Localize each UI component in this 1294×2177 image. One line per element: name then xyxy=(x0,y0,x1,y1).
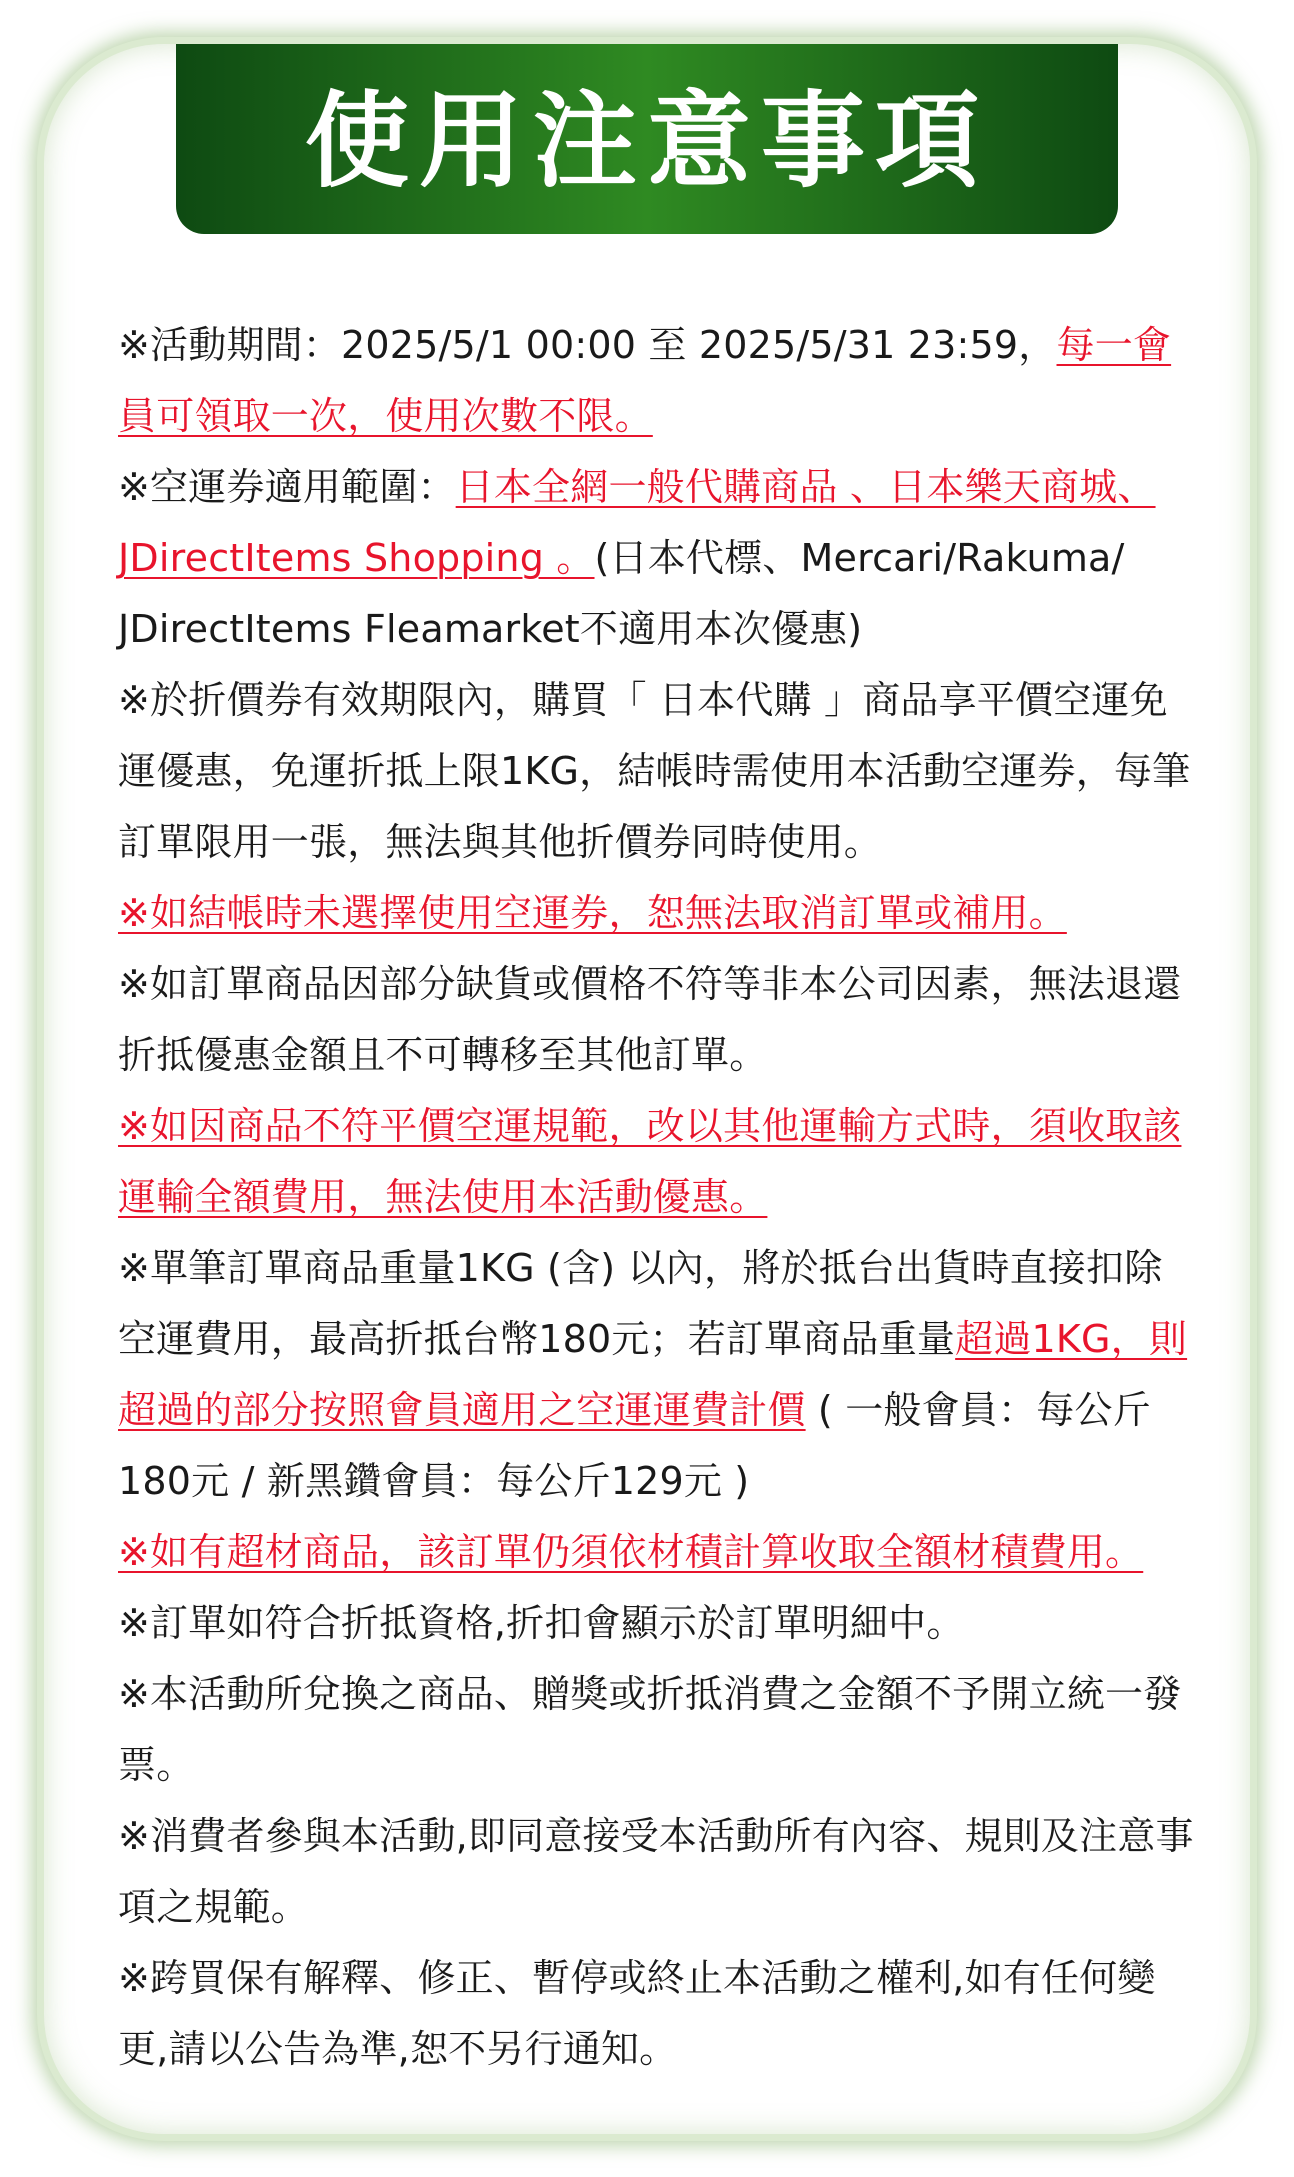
notice-item-consent xyxy=(118,1801,1198,1943)
notice-highlight: ※如因商品不符平價空運規範，改以其他運輸方式時，須收取該運輸全額費用，無法使用本活動優惠。 xyxy=(118,1104,1182,1219)
notice-text: ※如訂單商品因部分缺貨或價格不符等非本公司因素，無法退還折抵優惠金額且不可轉移至其他訂單。 xyxy=(118,962,1182,1077)
page-title: 使用注意事項 xyxy=(304,80,989,202)
notice-text: ※單筆訂單商品重量1KG (含) 以內，將於抵台出貨時直接扣除空運費用，最高折抵台幣180元；若訂單商品重量 xyxy=(118,1246,1163,1361)
notice-highlight: 每一會員可領取一次，使用次數不限。 xyxy=(118,323,1172,438)
notice-text: ※空運券適用範圍： xyxy=(118,465,456,509)
notice-item-scope xyxy=(118,452,1198,665)
notice-item-period xyxy=(118,310,1198,452)
notice-list xyxy=(118,310,1198,2085)
notice-highlight: 日本全網一般代購商品 、日本樂天商城、JDirectItems Shopping 。 xyxy=(118,465,1156,580)
notice-item-oversize xyxy=(118,1517,1198,1588)
notice-text: ※於折價券有效期限內，購買「 日本代購 」商品享平價空運免運優惠，免運折抵上限1KG，結帳時需使用本活動空運券，每筆訂單限用一張，無法與其他折價券同時使用。 xyxy=(118,678,1191,864)
notice-item-validity xyxy=(118,665,1198,878)
notice-item-invoice xyxy=(118,1659,1198,1801)
notice-text: ※活動期間：2025/5/1 00:00 至 2025/5/31 23:59， xyxy=(118,323,1057,367)
notice-text: ※本活動所兌換之商品、贈獎或折抵消費之金額不予開立統一發票。 xyxy=(118,1672,1182,1787)
notice-highlight: ※如有超材商品，該訂單仍須依材積計算收取全額材積費用。 xyxy=(118,1530,1144,1574)
notice-text: (日本代標、Mercari/Rakuma/ JDirectItems Fleamarket不適用本次優惠) xyxy=(118,536,1125,651)
notice-text: ( 一般會員：每公斤180元 / 新黑鑽會員：每公斤129元 ) xyxy=(118,1388,1151,1503)
notice-item-shipping-method xyxy=(118,1091,1198,1233)
notice-item-stockout xyxy=(118,949,1198,1091)
notice-highlight: ※如結帳時未選擇使用空運券，恕無法取消訂單或補用。 xyxy=(118,891,1067,935)
notice-text: ※訂單如符合折抵資格,折扣會顯示於訂單明細中。 xyxy=(118,1601,965,1645)
title-banner xyxy=(176,44,1118,234)
notice-item-rights xyxy=(118,1943,1198,2085)
notice-highlight: 超過1KG，則超過的部分按照會員適用之空運運費計價 xyxy=(118,1317,1188,1432)
notice-item-discount-display xyxy=(118,1588,1198,1659)
notice-item-weight xyxy=(118,1233,1198,1517)
notice-text: ※跨買保有解釋、修正、暫停或終止本活動之權利,如有任何變更,請以公告為準,恕不另行通知。 xyxy=(118,1956,1156,2071)
notice-text: ※消費者參與本活動,即同意接受本活動所有內容、規則及注意事項之規範。 xyxy=(118,1814,1194,1929)
notice-item-checkout xyxy=(118,878,1198,949)
